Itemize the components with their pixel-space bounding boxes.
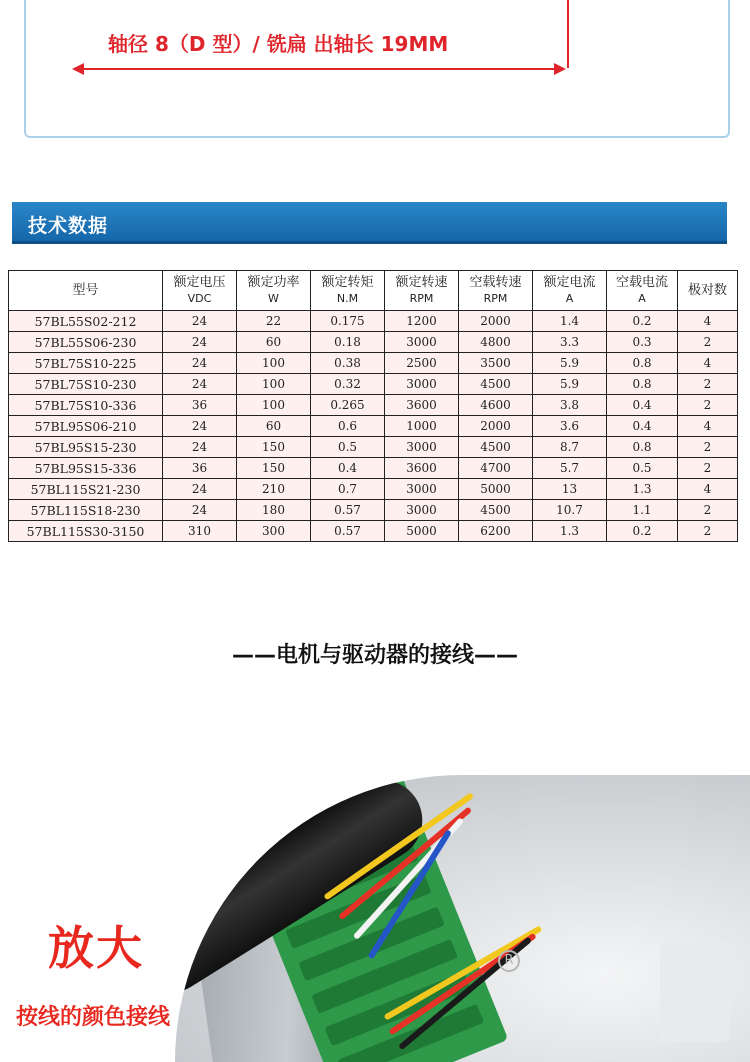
table-row: [9, 521, 738, 542]
spec-value-cell: 24: [163, 437, 237, 458]
spec-header-unit: W: [268, 292, 279, 305]
model-cell: 57BL115S30-3150: [9, 521, 163, 542]
spec-header-name: 空载转速: [469, 275, 522, 290]
spec-value-cell: 3000: [385, 479, 459, 500]
spec-value-cell: 4600: [459, 395, 533, 416]
spec-value-cell: 36: [163, 458, 237, 479]
spec-value-cell: 24: [163, 500, 237, 521]
spec-value-cell: 4: [678, 479, 738, 500]
spec-table: [8, 270, 738, 542]
spec-table-body: [9, 311, 738, 542]
spec-value-cell: 3000: [385, 437, 459, 458]
wiring-photo: [175, 775, 750, 1062]
spec-value-cell: 24: [163, 374, 237, 395]
spec-value-cell: 4500: [459, 374, 533, 395]
spec-value-cell: 0.4: [311, 458, 385, 479]
spec-value-cell: 4700: [459, 458, 533, 479]
registered-mark-icon: R: [498, 950, 520, 972]
spec-value-cell: 0.4: [607, 416, 678, 437]
spec-value-cell: 4500: [459, 437, 533, 458]
model-cell: 57BL55S02-212: [9, 311, 163, 332]
model-cell: 57BL95S06-210: [9, 416, 163, 437]
spec-header-cell: [607, 271, 678, 311]
spec-value-cell: 1.4: [533, 311, 607, 332]
spec-value-cell: 36: [163, 395, 237, 416]
dimension-vertical-line: [567, 0, 569, 68]
spec-value-cell: 2: [678, 521, 738, 542]
spec-value-cell: 0.18: [311, 332, 385, 353]
spec-header-cell: [163, 271, 237, 311]
spec-value-cell: 210: [237, 479, 311, 500]
spec-value-cell: 5.9: [533, 353, 607, 374]
spec-value-cell: 24: [163, 332, 237, 353]
spec-header-name: 额定转矩: [321, 275, 374, 290]
spec-value-cell: 100: [237, 353, 311, 374]
model-cell: 57BL95S15-336: [9, 458, 163, 479]
model-cell: 57BL75S10-336: [9, 395, 163, 416]
spec-value-cell: 4800: [459, 332, 533, 353]
spec-value-cell: 0.7: [311, 479, 385, 500]
spec-header-name: 额定功率: [247, 275, 300, 290]
spec-header-unit: VDC: [187, 292, 212, 305]
enlarge-label: 放大: [48, 921, 144, 975]
spec-value-cell: 150: [237, 437, 311, 458]
spec-value-cell: 24: [163, 353, 237, 374]
spec-value-cell: 6200: [459, 521, 533, 542]
spec-header-unit: A: [638, 292, 646, 305]
spec-value-cell: 0.5: [311, 437, 385, 458]
spec-value-cell: 150: [237, 458, 311, 479]
tech-data-title: 技术数据: [28, 215, 109, 237]
table-row: [9, 332, 738, 353]
model-cell: 57BL115S21-230: [9, 479, 163, 500]
table-row: [9, 311, 738, 332]
model-cell: 57BL75S10-225: [9, 353, 163, 374]
spec-header-unit: A: [565, 292, 574, 305]
spec-header-name: 型号: [72, 283, 99, 298]
shaft-dimension-label: 轴径 8（D 型）/ 铣扁 出轴长 19MM: [108, 32, 449, 56]
spec-header-cell: [533, 271, 607, 311]
spec-value-cell: 2: [678, 437, 738, 458]
arrow-left-icon: [72, 63, 84, 75]
spec-header-cell: [311, 271, 385, 311]
spec-header-cell: [678, 271, 738, 311]
spec-header-unit: N.M: [336, 292, 359, 305]
spec-value-cell: 0.8: [607, 437, 678, 458]
spec-value-cell: 2500: [385, 353, 459, 374]
table-row: [9, 458, 738, 479]
spec-value-cell: 100: [237, 374, 311, 395]
wiring-section-title: ——电机与驱动器的接线——: [231, 643, 518, 668]
spec-header-cell: [385, 271, 459, 311]
spec-value-cell: 5.7: [533, 458, 607, 479]
spec-value-cell: 24: [163, 311, 237, 332]
model-cell: 57BL115S18-230: [9, 500, 163, 521]
spec-value-cell: 3000: [385, 332, 459, 353]
spec-value-cell: 310: [163, 521, 237, 542]
spec-value-cell: 0.4: [607, 395, 678, 416]
table-row: [9, 437, 738, 458]
spec-value-cell: 13: [533, 479, 607, 500]
spec-value-cell: 1000: [385, 416, 459, 437]
spec-header-unit: RPM: [409, 292, 434, 305]
spec-value-cell: 8.7: [533, 437, 607, 458]
spec-header-cell: [237, 271, 311, 311]
spec-header-unit: RPM: [483, 292, 508, 305]
spec-value-cell: 1200: [385, 311, 459, 332]
spec-value-cell: 24: [163, 479, 237, 500]
spec-value-cell: 0.265: [311, 395, 385, 416]
spec-value-cell: 3600: [385, 395, 459, 416]
spec-value-cell: 5000: [385, 521, 459, 542]
spec-value-cell: 2: [678, 458, 738, 479]
spec-value-cell: 2000: [459, 416, 533, 437]
spec-value-cell: 60: [237, 332, 311, 353]
spec-value-cell: 5000: [459, 479, 533, 500]
dimension-line: [78, 68, 564, 70]
spec-value-cell: 1.1: [607, 500, 678, 521]
spec-table-header-row: [9, 271, 738, 311]
spec-value-cell: 5.9: [533, 374, 607, 395]
spec-value-cell: 0.32: [311, 374, 385, 395]
spec-value-cell: 0.8: [607, 353, 678, 374]
spec-value-cell: 3000: [385, 500, 459, 521]
spec-value-cell: 0.6: [311, 416, 385, 437]
spec-value-cell: 2: [678, 374, 738, 395]
spec-value-cell: 0.2: [607, 521, 678, 542]
spec-value-cell: 0.38: [311, 353, 385, 374]
model-cell: 57BL55S06-230: [9, 332, 163, 353]
spec-value-cell: 60: [237, 416, 311, 437]
spec-value-cell: 0.5: [607, 458, 678, 479]
spec-value-cell: 3.8: [533, 395, 607, 416]
spec-value-cell: 0.175: [311, 311, 385, 332]
spec-header-name: 极对数: [687, 283, 727, 298]
wiring-caption: 按线的颜色接线: [16, 1005, 171, 1030]
table-row: [9, 395, 738, 416]
spec-value-cell: 1.3: [607, 479, 678, 500]
spec-value-cell: 3000: [385, 374, 459, 395]
label-chip: [660, 942, 730, 1042]
spec-value-cell: 4: [678, 353, 738, 374]
table-row: [9, 479, 738, 500]
spec-value-cell: 2000: [459, 311, 533, 332]
spec-value-cell: 1.3: [533, 521, 607, 542]
spec-value-cell: 3.3: [533, 332, 607, 353]
spec-header-name: 额定转速: [395, 275, 448, 290]
spec-header-name: 额定电压: [173, 275, 226, 290]
spec-value-cell: 10.7: [533, 500, 607, 521]
spec-value-cell: 24: [163, 416, 237, 437]
spec-value-cell: 0.57: [311, 521, 385, 542]
spec-value-cell: 4: [678, 416, 738, 437]
spec-header-name: 额定电流: [543, 275, 596, 290]
spec-value-cell: 0.57: [311, 500, 385, 521]
spec-value-cell: 2: [678, 395, 738, 416]
spec-value-cell: 3500: [459, 353, 533, 374]
spec-header-cell: [459, 271, 533, 311]
spec-value-cell: 3.6: [533, 416, 607, 437]
spec-value-cell: 2: [678, 500, 738, 521]
arrow-right-icon: [554, 63, 566, 75]
spec-value-cell: 4500: [459, 500, 533, 521]
spec-value-cell: 2: [678, 332, 738, 353]
spec-value-cell: 180: [237, 500, 311, 521]
spec-header-name: 空载电流: [615, 275, 668, 290]
model-cell: 57BL75S10-230: [9, 374, 163, 395]
table-row: [9, 500, 738, 521]
spec-value-cell: 22: [237, 311, 311, 332]
table-row: [9, 353, 738, 374]
spec-header-cell: [9, 271, 163, 311]
spec-value-cell: 0.2: [607, 311, 678, 332]
spec-value-cell: 100: [237, 395, 311, 416]
table-row: [9, 416, 738, 437]
spec-value-cell: 3600: [385, 458, 459, 479]
table-row: [9, 374, 738, 395]
model-cell: 57BL95S15-230: [9, 437, 163, 458]
spec-value-cell: 4: [678, 311, 738, 332]
spec-value-cell: 0.8: [607, 374, 678, 395]
spec-value-cell: 0.3: [607, 332, 678, 353]
tech-data-header-bar: [12, 202, 727, 244]
spec-value-cell: 300: [237, 521, 311, 542]
